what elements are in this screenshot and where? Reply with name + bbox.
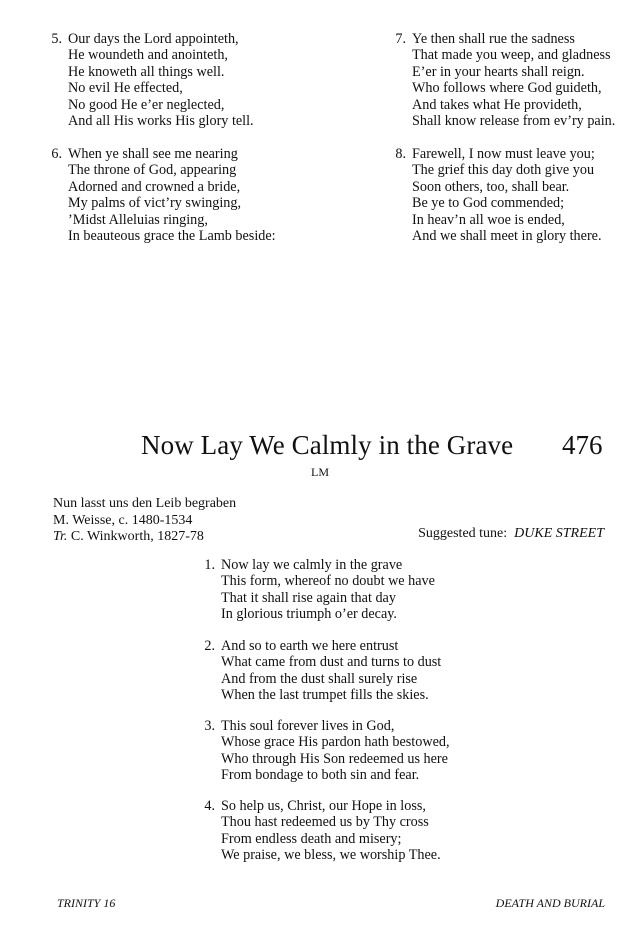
stanza-line: So help us, Christ, our Hope in loss, <box>221 798 426 814</box>
stanza-8 <box>390 146 602 244</box>
translator-name: C. Winkworth, 1827-78 <box>67 529 204 544</box>
stanza-6 <box>46 146 276 244</box>
stanza-line: Ye then shall rue the sadness <box>412 31 575 47</box>
hymn-title: Now Lay We Calmly in the Grave <box>141 430 514 460</box>
footer-season: TRINITY 16 <box>57 896 116 910</box>
stanza-line: Soon others, too, shall bear. <box>412 178 570 195</box>
suggested-tune <box>418 526 604 542</box>
stanza-line: He knoweth all things well. <box>68 63 225 80</box>
stanza-line: And we shall meet in glory there. <box>412 228 602 245</box>
stanza-line: And so to earth we here entrust <box>221 638 399 654</box>
stanza-number: 3. <box>204 718 215 734</box>
stanza-line: Our days the Lord appointeth, <box>68 31 239 47</box>
stanza-line: Thou hast redeemed us by Thy cross <box>221 814 429 831</box>
original-title: Nun lasst uns den Leib begraben <box>53 496 237 511</box>
stanza-line: The grief this day doth give you <box>412 162 595 179</box>
stanza-line: Shall know release from ev’ry pain. <box>412 113 616 130</box>
stanza-5 <box>46 31 254 129</box>
stanza-line: Now lay we calmly in the grave <box>221 557 403 573</box>
stanza-line: Who through His Son redeemed us here <box>221 750 448 767</box>
stanza-line: And from the dust shall surely rise <box>221 670 418 687</box>
stanza-line: This form, whereof no doubt we have <box>221 573 435 590</box>
stanza-line: We praise, we bless, we worship Thee. <box>221 847 441 864</box>
stanza-line: E’er in your hearts shall reign. <box>412 63 585 80</box>
stanza-line: No good He e’er neglected, <box>68 96 225 113</box>
stanza-line: In glorious triumph o’er decay. <box>221 606 397 623</box>
tune-label: Suggested tune: <box>418 526 508 541</box>
stanza-line: What came from dust and turns to dust <box>221 654 442 671</box>
hymn-stanza-3 <box>199 718 450 784</box>
stanza-line: When ye shall see me nearing <box>68 146 238 162</box>
hymn-meter: LM <box>311 465 329 479</box>
stanza-line: The throne of God, appearing <box>68 162 237 179</box>
stanza-number: 6. <box>51 146 62 162</box>
tune-name: DUKE STREET <box>514 526 604 541</box>
translator-prefix: Tr. <box>53 529 68 544</box>
stanza-line: And takes what He provideth, <box>412 96 582 113</box>
stanza-number: 4. <box>204 798 215 814</box>
stanza-line: No evil He effected, <box>68 80 183 97</box>
stanza-line: In heav’n all woe is ended, <box>412 211 565 228</box>
translator <box>53 529 236 546</box>
author: M. Weisse, c. 1480-1534 <box>53 512 193 528</box>
stanza-line: He woundeth and anointeth, <box>68 47 228 64</box>
stanza-line: That it shall rise again that day <box>221 589 396 606</box>
hymn-stanza-1 <box>199 557 435 623</box>
stanza-line: From bondage to both sin and fear. <box>221 767 420 784</box>
stanza-line: From endless death and misery; <box>221 830 402 847</box>
stanza-line: Farewell, I now must leave you; <box>412 146 595 162</box>
stanza-line: Who follows where God guideth, <box>412 80 602 97</box>
hymn-stanza-2 <box>199 638 441 704</box>
stanza-number: 8. <box>395 146 406 162</box>
stanza-number: 5. <box>51 31 62 47</box>
stanza-line: This soul forever lives in God, <box>221 718 395 734</box>
stanza-number: 2. <box>204 638 215 654</box>
stanza-line: Be ye to God commended; <box>412 195 565 212</box>
stanza-7 <box>390 31 615 129</box>
hymn-number: 476 <box>562 430 603 460</box>
hymn-stanza-4 <box>199 798 441 864</box>
stanza-line: Whose grace His pardon hath bestowed, <box>221 734 450 751</box>
stanza-line: That made you weep, and gladness <box>412 47 611 64</box>
stanza-line: When the last trumpet fills the skies. <box>221 687 429 704</box>
stanza-line: Adorned and crowned a bride, <box>68 178 241 195</box>
stanza-number: 7. <box>395 31 406 47</box>
hymn-source <box>53 496 236 546</box>
stanza-line: In beauteous grace the Lamb beside: <box>68 228 276 245</box>
stanza-line: And all His works His glory tell. <box>68 113 254 130</box>
stanza-line: ’Midst Alleluias ringing, <box>68 211 208 228</box>
footer-section: DEATH AND BURIAL <box>495 896 605 910</box>
stanza-line: My palms of vict’ry swinging, <box>68 195 241 212</box>
stanza-number: 1. <box>204 557 215 573</box>
